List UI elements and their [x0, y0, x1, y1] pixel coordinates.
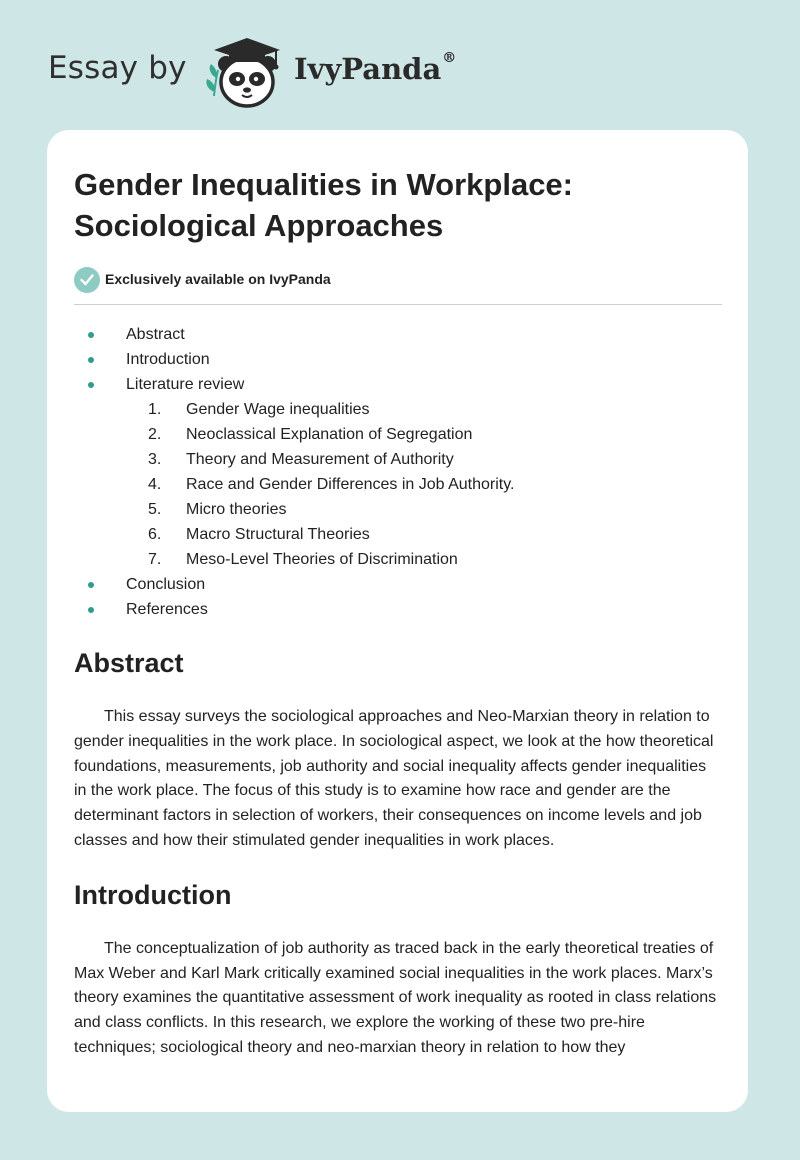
section-text-abstract: This essay surveys the sociological approaches and Neo-Marxian theory in relation to gender inequalities in the work place. In sociological aspect, we look at the how theoretical foundations, measurements, job authority and social inequality affects gender inequalities in the work place. The focus of this study is to examine how race and gender are the determinant factors in selection of workers, their consequences on income levels and job classes and how their stimulated gender inequalities in work places. — [74, 708, 714, 849]
essay-title: Gender Inequalities in Workplace: Sociological Approaches — [74, 167, 573, 243]
toc-link[interactable]: Abstract — [126, 326, 185, 343]
section-heading-abstract: Abstract — [74, 648, 184, 678]
toc-number: 3. — [148, 451, 162, 468]
toc-link[interactable]: Meso-Level Theories of Discrimination — [186, 551, 458, 568]
toc-number: 5. — [148, 501, 162, 518]
toc-number: 6. — [148, 526, 162, 543]
toc-link[interactable]: Theory and Measurement of Authority — [186, 451, 454, 468]
toc-subitem — [126, 472, 722, 497]
toc-link[interactable]: Literature review — [126, 376, 245, 393]
section-heading-introduction: Introduction — [74, 879, 232, 910]
toc-link[interactable]: Gender Wage inequalities — [186, 401, 370, 418]
site-header — [48, 34, 748, 114]
toc-link[interactable]: Race and Gender Differences in Job Authority. — [186, 476, 515, 493]
toc-link[interactable]: Neoclassical Explanation of Segregation — [186, 426, 473, 443]
toc-subitem — [126, 447, 722, 472]
toc-item-conclusion — [74, 572, 722, 597]
toc-subitem — [126, 522, 722, 547]
toc-link[interactable]: Micro theories — [186, 501, 287, 518]
toc-number: 4. — [148, 476, 162, 493]
panda-logo-icon[interactable] — [202, 34, 288, 110]
brand-name[interactable]: IvyPanda® — [294, 50, 457, 86]
toc-item-literature-review — [74, 372, 722, 572]
table-of-contents — [74, 322, 722, 622]
toc-subitem — [126, 547, 722, 572]
check-icon — [74, 267, 100, 293]
toc-link[interactable]: Conclusion — [126, 576, 206, 593]
exclusive-label: Exclusively available on IvyPanda — [105, 271, 331, 287]
toc-item-references — [74, 597, 722, 622]
toc-link[interactable]: Macro Structural Theories — [186, 526, 370, 543]
exclusive-badge — [74, 266, 722, 294]
essay-content — [74, 164, 722, 1061]
bullet-icon — [88, 582, 94, 588]
bullet-icon — [88, 332, 94, 338]
toc-subitem — [126, 397, 722, 422]
toc-number: 7. — [148, 551, 162, 568]
toc-item-abstract — [74, 322, 722, 347]
essay-by-label: Essay by — [48, 50, 187, 86]
toc-number: 1. — [148, 401, 162, 418]
bullet-icon — [88, 357, 94, 363]
section-text-introduction: The conceptualization of job authority as traced back in the early theoretical treaties of Max Weber and Karl Mark critically examined social inequalities in the work places. Marx’s theory examines the quantitative assessment of work inequality as rooted in class relations and class conflicts. In this research, we explore the working of these two pre-hire techniques; sociological theory and neo-marxian theory in relation to how they — [74, 939, 717, 1056]
toc-subitem — [126, 497, 722, 522]
bullet-icon — [88, 607, 94, 613]
toc-subitem — [126, 422, 722, 447]
toc-item-introduction — [74, 347, 722, 372]
toc-sublist — [126, 397, 722, 572]
essay-card — [47, 130, 748, 1112]
toc-link[interactable]: Introduction — [126, 351, 210, 368]
toc-link[interactable]: References — [126, 601, 208, 618]
divider — [74, 304, 722, 305]
toc-number: 2. — [148, 426, 162, 443]
bullet-icon — [88, 382, 94, 388]
